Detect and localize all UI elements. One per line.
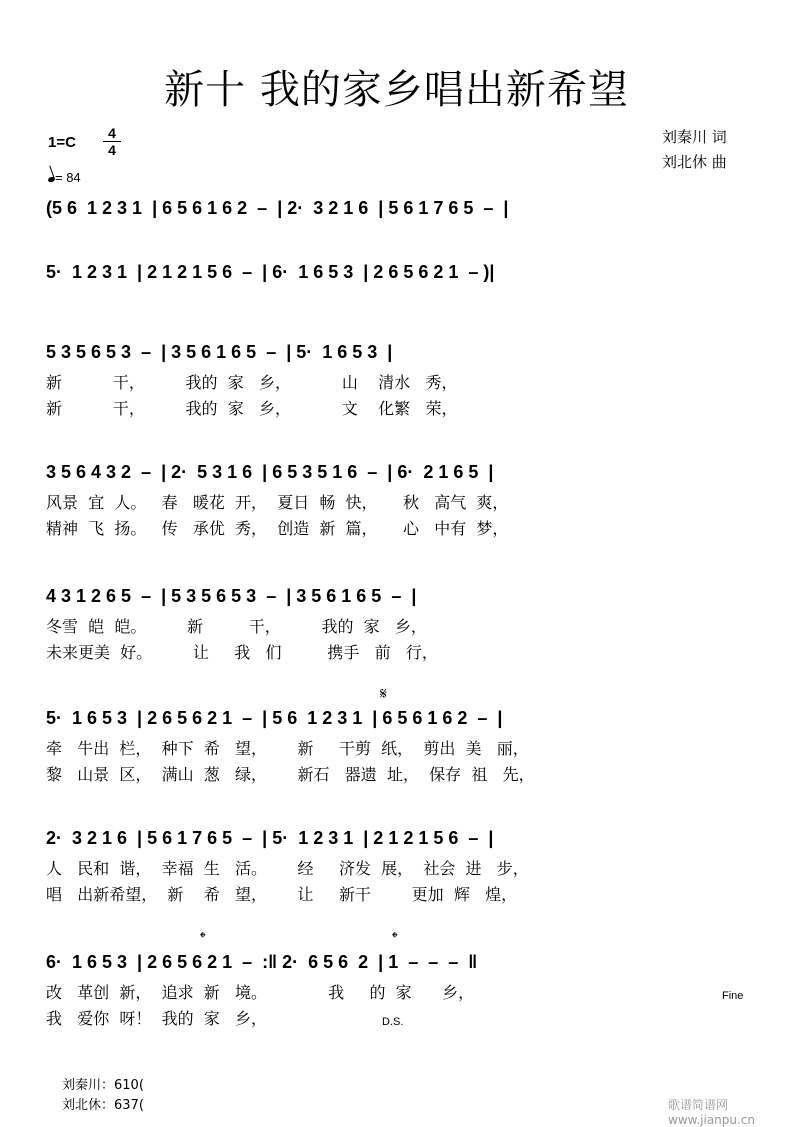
watermark: 歌谱简谱网 www.jianpu.cn [668,1098,756,1127]
music-system-6 [0,686,793,828]
lyric-verse-1: 冬雪 皑 皑。 新 干， 我的 家 乡， [46,617,427,636]
music-system-4 [0,462,793,582]
notation-line: 2· 3 2 1 6 | 5 6 1 7 6 5 – | 5· 1 2 3 1 | 2 1 2 1 5 6 – | [46,828,494,848]
music-system-3 [0,342,793,462]
meter-bottom: 4 [108,142,116,158]
notation-line: 3 5 6 4 3 2 – | 2· 5 3 1 6 | 6 5 3 5 1 6 – | 6· 2 1 6 5 | [46,462,494,482]
music-system-8 [0,930,793,1072]
lyric-verse-2: 我 爱你 呀！ 我的 家 乡， [46,1009,268,1028]
lyric-verse-1: 人 民和 谐， 幸福 生 活。 经 济发 展， 社会 进 步， [46,859,529,878]
notation-line: 5 3 5 6 5 3 – | 3 5 6 1 6 5 – | 5· 1 6 5 3 | [46,342,393,362]
meter-top: 4 [108,125,116,141]
footer-line-1: 刘秦川：610( [62,1078,144,1093]
notation-line: 6· 1 6 5 3 | 2 6 5 6 2 1 – :‖ 2· 6 5 6 2 | 1 – – – ‖ [46,952,478,972]
lyric-verse-2: 新 干， 我的 家 乡， 文 化繁 荣， [46,399,458,418]
lyric-verse-2: 未来更美 好。 让 我 们 携手 前 行， [46,643,438,662]
notation-line: 5· 1 6 5 3 | 2 6 5 6 2 1 – | 5 6 1 2 3 1 | 6 5 6 1 6 2 – | [46,708,503,728]
lyricist-credit: 刘秦川 词 [662,128,727,146]
music-system-5 [0,586,793,706]
composer-credit: 刘北休 曲 [662,153,727,171]
key-signature: 1=C [48,134,76,151]
notation-line: 4 3 1 2 6 5 – | 5 3 5 6 5 3 – | 3 5 6 1 6 5 – | [46,586,417,606]
fine-mark: Fine [722,990,744,1002]
coda-mark-2: 𝄌 [392,930,398,947]
time-signature [103,126,121,157]
coda-mark-1: 𝄌 [200,930,206,947]
lyric-verse-1: 牵 牛出 栏， 种下 希 望， 新 干剪 纸， 剪出 美 丽， [46,739,529,758]
lyric-verse-1: 风景 宜 人。 春 暖花 开， 夏日 畅 快， 秋 高气 爽， [46,493,509,512]
notation-line: (5 6 1 2 3 1 | 6 5 6 1 6 2 – | 2· 3 2 1 6 | 5 6 1 7 6 5 – | [46,198,509,218]
segno-mark: 𝄋 [380,686,387,703]
lyric-verse-2: 唱 出新希望， 新 希 望， 让 新干 更加 辉 煌， [46,885,518,904]
lyric-verse-1: 新 干， 我的 家 乡， 山 清水 秀， [46,373,458,392]
lyric-verse-2: 黎 山景 区， 满山 葱 绿， 新石 器遗 址， 保存 祖 先， [46,765,535,784]
notation-line: 5· 1 2 3 1 | 2 1 2 1 5 6 – | 6· 1 6 5 3 | 2 6 5 6 2 1 – )| [46,262,495,282]
lyric-verse-1: 改 革创 新， 追求 新 境。 我 的 家 乡， [46,983,475,1002]
ds-mark: D.S. [382,1016,404,1028]
tempo-mark: = 84 [48,170,81,185]
song-title: 新十 我的家乡唱出新希望 [164,67,629,113]
lyric-verse-2: 精神 飞 扬。 传 承优 秀， 创造 新 篇， 心 中有 梦， [46,519,509,538]
footer-line-2: 刘北休：637( [62,1098,144,1113]
